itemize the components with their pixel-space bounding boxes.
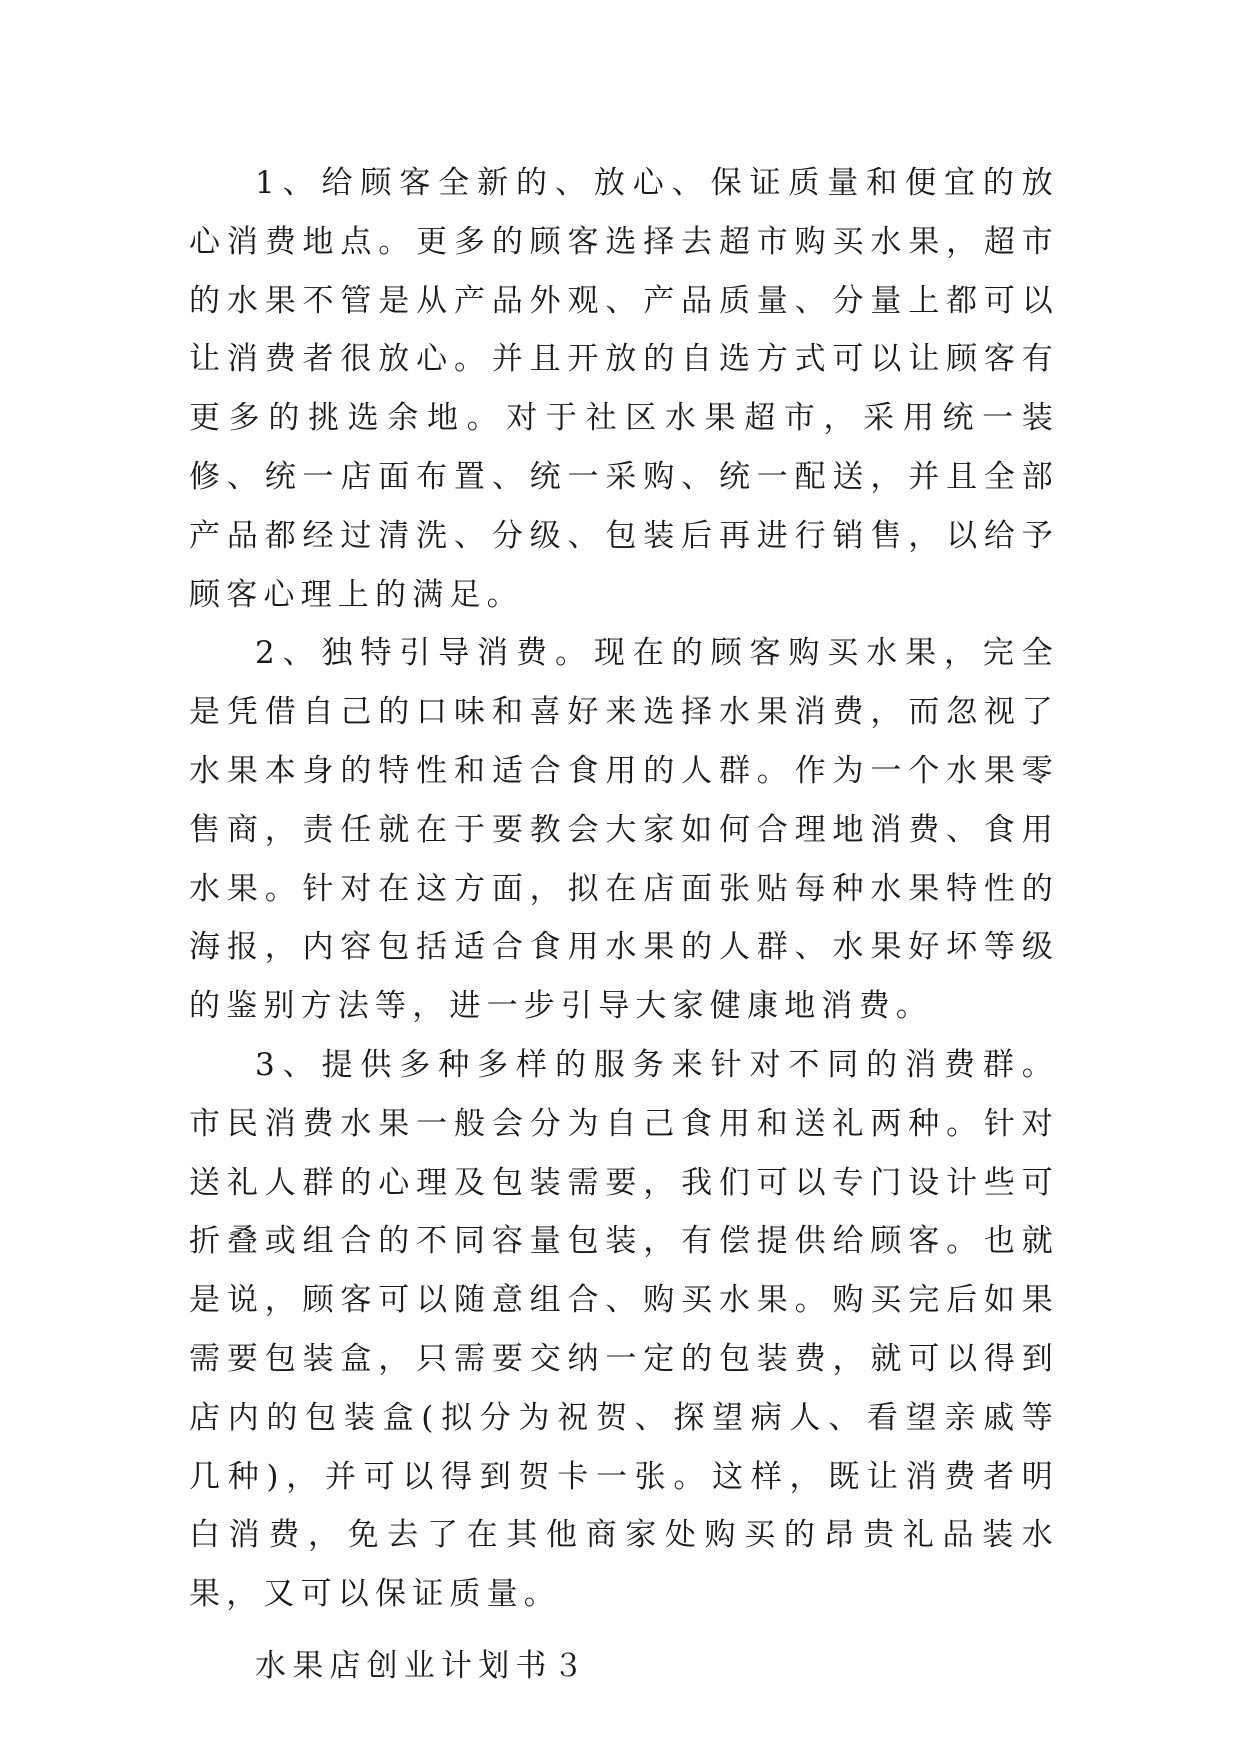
document-body bbox=[189, 154, 1059, 1696]
paragraph-2: 2、独特引导消费。现在的顾客购买水果，完全是凭借自己的口味和喜好来选择水果消费，而忽视了水果本身的特性和适合食用的人群。作为一个水果零售商，责任就在于要教会大家如何合理地消费、食用水果。针对在这方面，拟在店面张贴每种水果特性的海报，内容包括适合食用水果的人群、水果好坏等级的鉴别方法等，进一步引导大家健康地消费。 bbox=[189, 635, 1059, 1025]
section-heading: 水果店创业计划书３ bbox=[255, 1647, 590, 1684]
paragraph-3: 3、提供多种多样的服务来针对不同的消费群。市民消费水果一般会分为自己食用和送礼两种。针对送礼人群的心理及包装需要，我们可以专门设计些可折叠或组合的不同容量包装，有偿提供给顾客。也就是说，顾客可以随意组合、购买水果。购买完后如果需要包装盒，只需要交纳一定的包装费，就可以得到店内的包装盒(拟分为祝贺、探望病人、看望亲戚等几种)，并可以得到贺卡一张。这样，既让消费者明白消费，免去了在其他商家处购买的昂贵礼品装水果，又可以保证质量。 bbox=[189, 1046, 1059, 1613]
paragraph-1: 1、给顾客全新的、放心、保证质量和便宜的放心消费地点。更多的顾客选择去超市购买水果，超市的水果不管是从产品外观、产品质量、分量上都可以让消费者很放心。并且开放的自选方式可以让顾客有更多的挑选余地。对于社区水果超市，采用统一装修、统一店面布置、统一采购、统一配送，并且全部产品都经过清洗、分级、包装后再进行销售，以给予顾客心理上的满足。 bbox=[189, 165, 1059, 613]
